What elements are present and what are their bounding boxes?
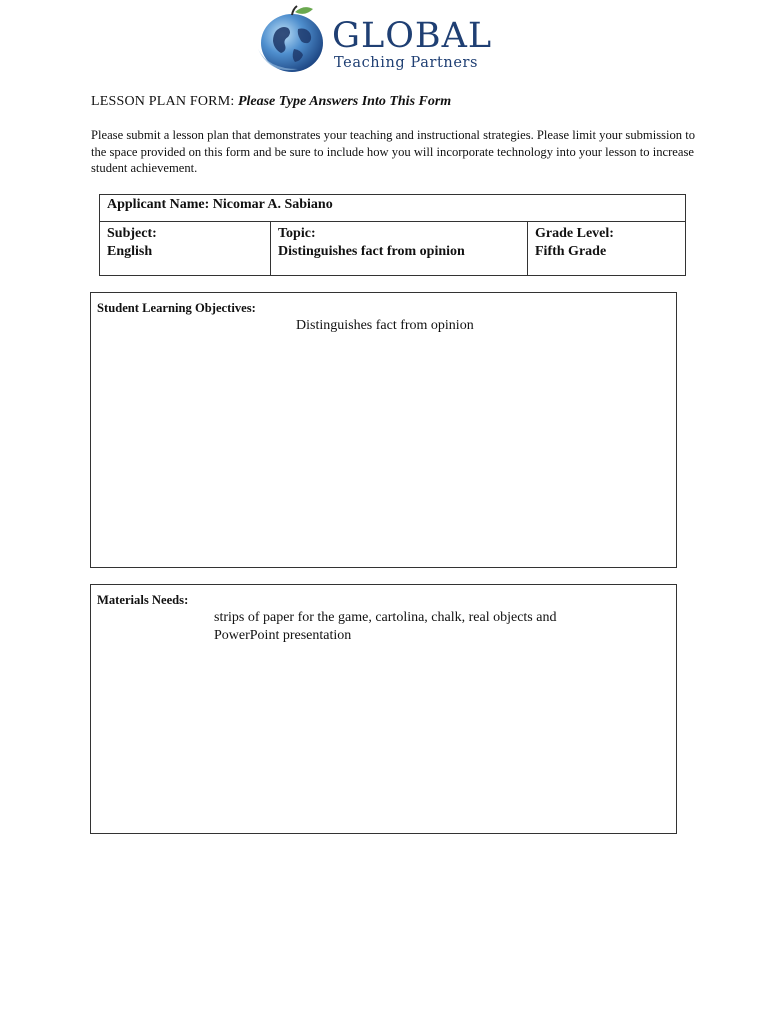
objectives-label: Student Learning Objectives: [97, 301, 256, 315]
form-title [91, 94, 451, 110]
applicant-name-value: Nicomar A. Sabiano [212, 197, 333, 212]
form-title-emphasis: Please Type Answers Into This Form [237, 94, 452, 109]
grade-level-cell[interactable] [528, 222, 686, 276]
applicant-info-table [99, 194, 686, 276]
globe-apple-icon [254, 5, 334, 75]
form-instructions: Please submit a lesson plan that demonstrates your teaching and instructional strategies. Please limit your submission to the space provided on this form and be sure to include how you will incorporate technology into your lesson to increase student achievement. [91, 128, 696, 175]
objectives-text: Distinguishes fact from opinion [296, 318, 474, 333]
applicant-name-label: Applicant Name: [107, 197, 210, 212]
topic-value: Distinguishes fact from opinion [278, 244, 465, 259]
form-title-label: LESSON PLAN FORM: [91, 94, 235, 109]
grade-level-value: Fifth Grade [535, 244, 607, 259]
materials-text: strips of paper for the game, cartolina, chalk, real objects and PowerPoint presentation [214, 610, 557, 643]
global-teaching-partners-logo [254, 5, 493, 75]
topic-label: Topic: [278, 226, 316, 241]
materials-label: Materials Needs: [97, 593, 189, 607]
subject-label: Subject: [107, 226, 157, 241]
grade-level-label: Grade Level: [535, 226, 614, 241]
logo-wordmark: GLOBAL [332, 16, 493, 56]
logo-subtitle: Teaching Partners [334, 55, 479, 71]
materials-needs-box[interactable] [90, 584, 677, 834]
subject-cell[interactable] [100, 222, 271, 276]
student-learning-objectives-box[interactable] [90, 292, 677, 568]
subject-value: English [107, 244, 153, 259]
applicant-name-cell[interactable] [100, 195, 686, 222]
topic-cell[interactable] [271, 222, 528, 276]
